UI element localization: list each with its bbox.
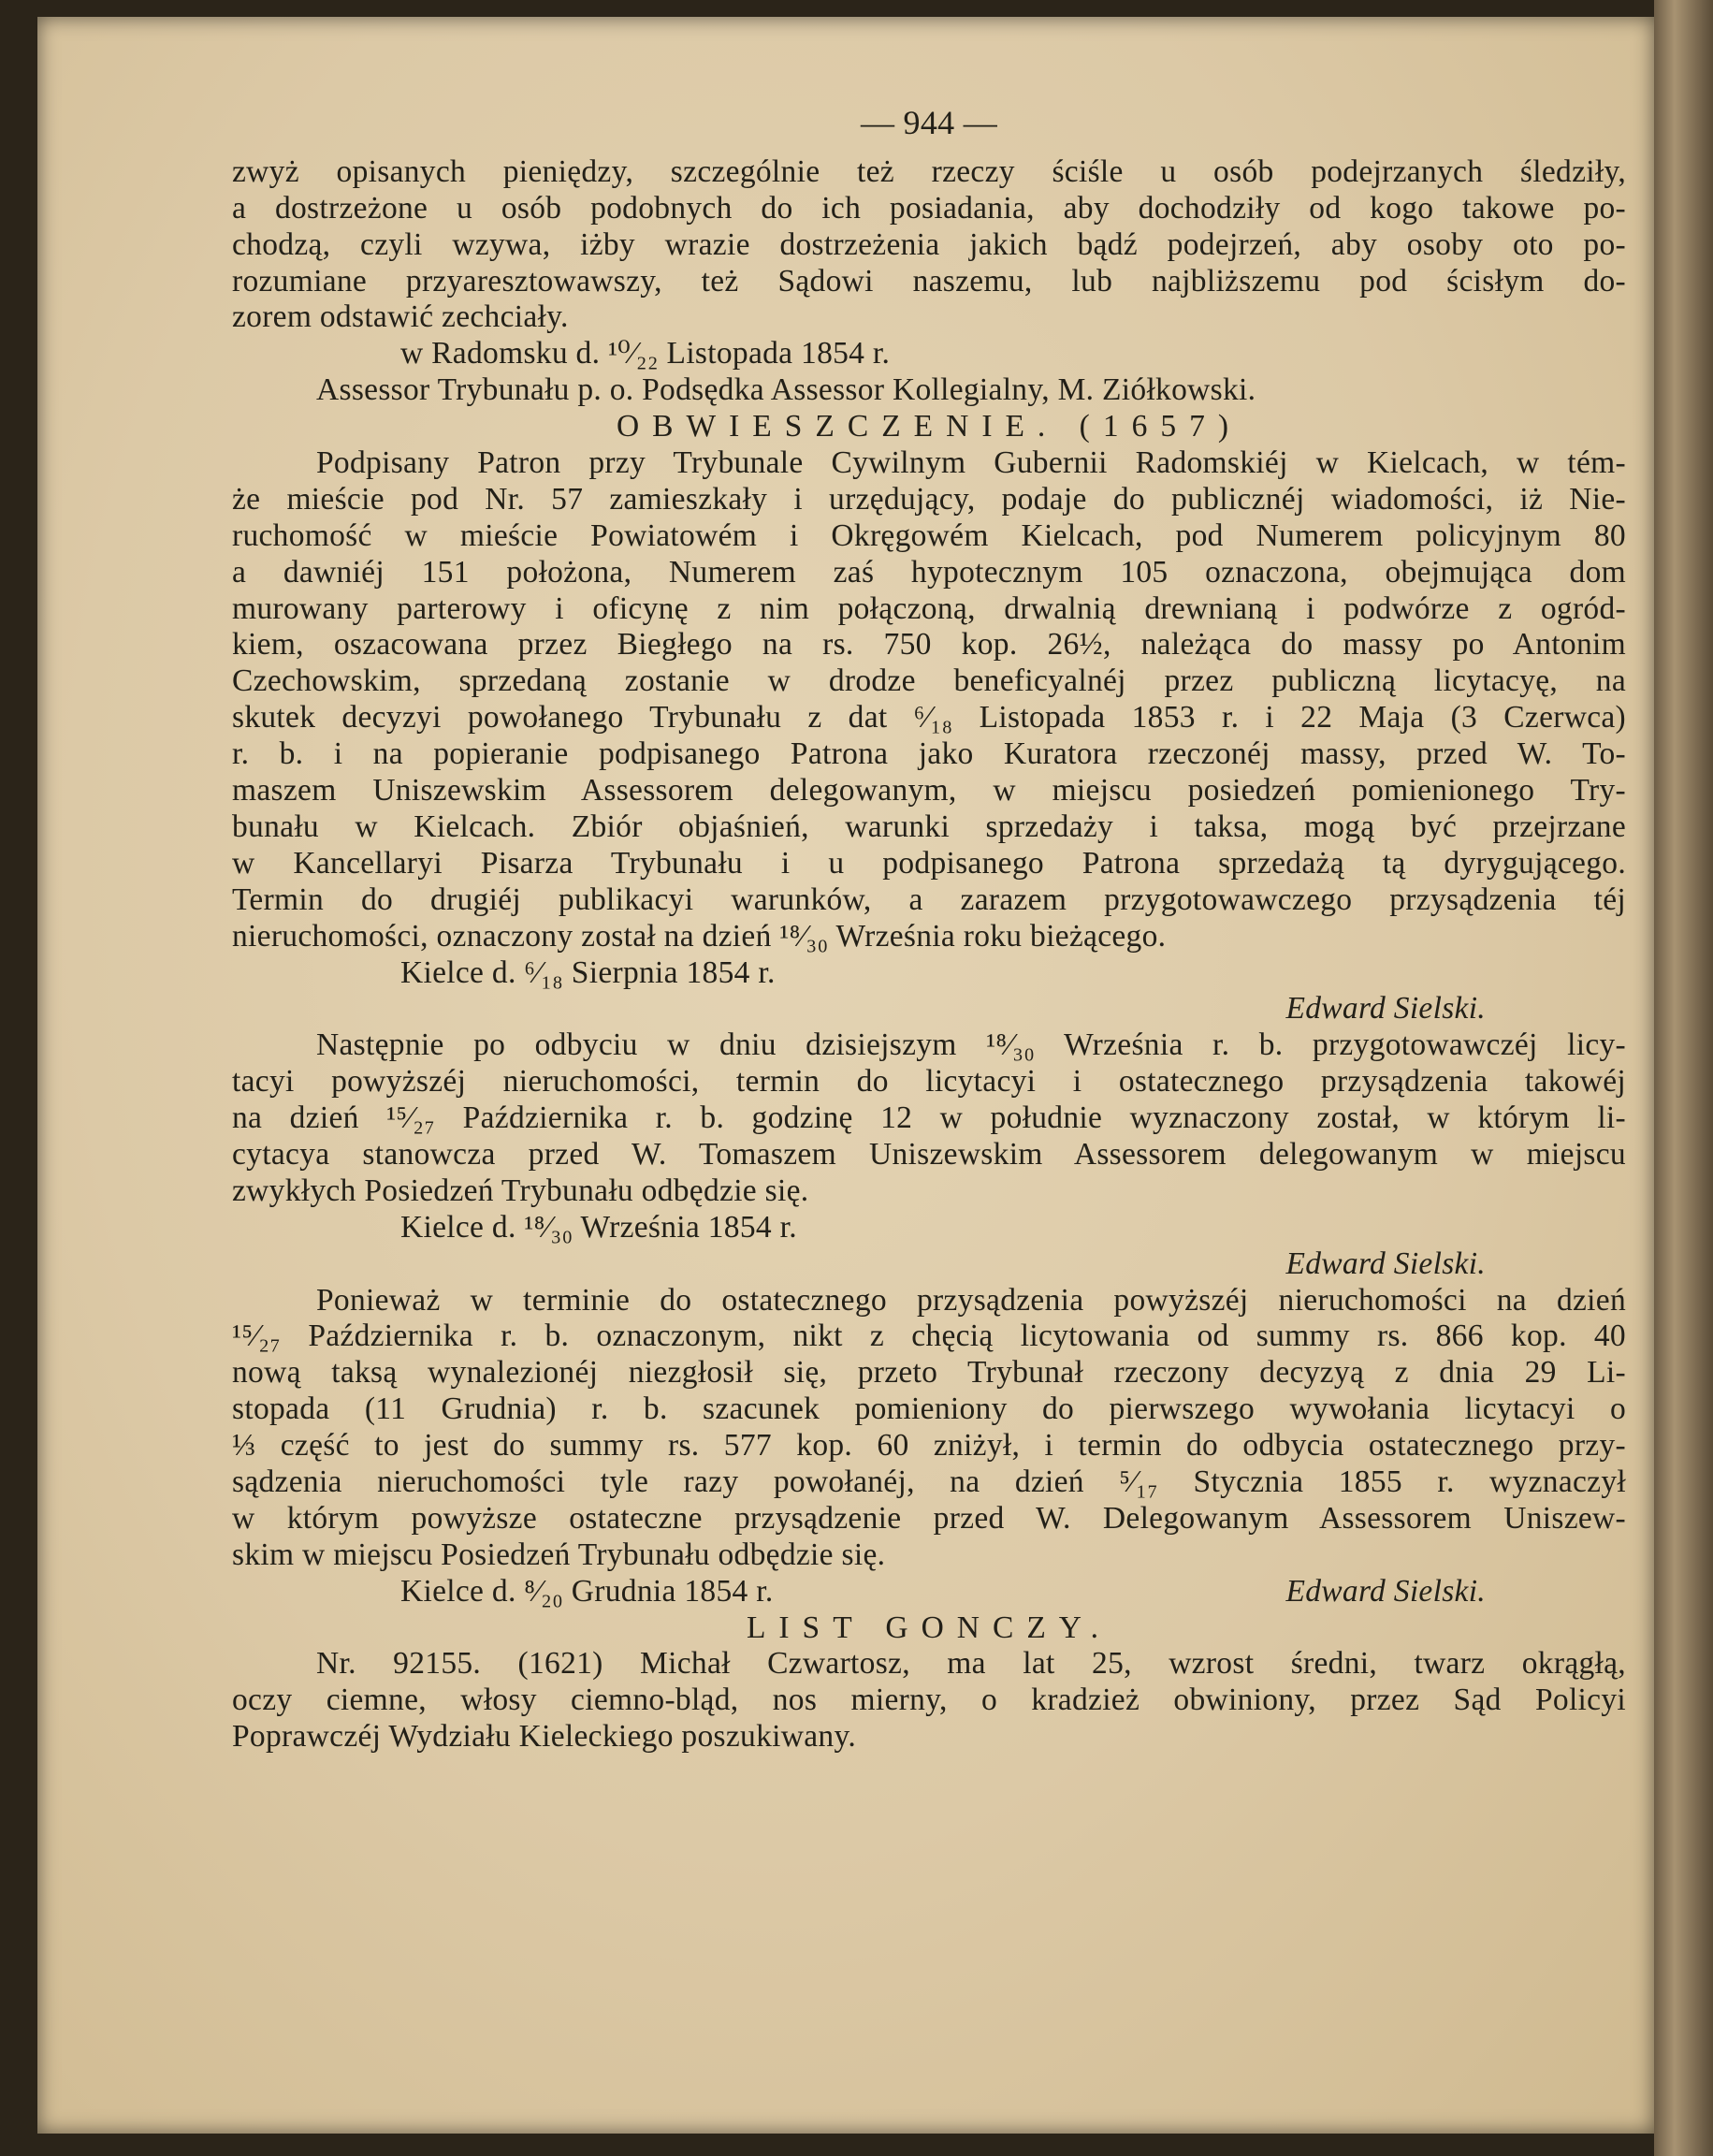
text-line: a dostrzeżone u osób podobnych do ich posiadania, aby dochodziły od kogo takowe po- [232,190,1626,226]
page-text [232,105,1626,1755]
text-line: nieruchomości, oznaczony został na dzień ¹⁸⁄₃₀ Września roku bieżącego. [232,918,1167,954]
text-line: rozumiane przyaresztowawszy, też Sądowi naszemu, lub najbliższemu pod ścisłym do- [232,263,1626,299]
text-line: Kielce d. ⁶⁄₁₈ Sierpnia 1854 r. [400,954,776,990]
text-line: Assessor Trybunału p. o. Podsędka Assessor Kollegialny, M. Ziółkowski. [316,372,1256,408]
text-line: nową taksą wynalezionéj niezgłosił się, przeto Trybunał rzeczony decyzyą z dnia 29 Li- [232,1355,1626,1391]
text-line: w którym powyższe ostateczne przysądzenie przed W. Delegowanym Assessorem Uniszew- [232,1500,1626,1536]
text-line: ruchomość w mieście Powiatowém i Okręgowém Kielcach, pod Numerem policyjnym 80 [232,517,1626,553]
text-line: Podpisany Patron przy Trybunale Cywilnym Gubernii Radomskiéj w Kielcach, w tém- [316,445,1626,481]
text-line: maszem Uniszewskim Assessorem delegowanym, w miejscu posiedzeń pomienionego Try- [232,773,1626,808]
text-line: skim w miejscu Posiedzeń Trybunału odbędzie się. [232,1537,886,1572]
text-line: a dawniéj 151 położona, Numerem zaś hypotecznym 105 oznaczona, obejmująca dom [232,554,1626,590]
text-line: OBWIESZCZENIE. (1657) [616,409,1241,444]
text-line: ¹⁵⁄₂₇ Października r. b. oznaczonym, nikt z chęcią licytowania od summy rs. 866 kop. 40 [232,1318,1626,1354]
text-line: ⅓ część to jest do summy rs. 577 kop. 60 zniżył, i termin do odbycia ostatecznego przy- [232,1428,1626,1464]
text-line: Edward Sielski. [1285,1246,1486,1281]
text-line: murowany parterowy i oficynę z nim połączoną, drwalnią drewnianą i podwórze z ogród- [232,590,1626,626]
book-spine [1654,0,1713,2156]
text-line: cytacya stanowcza przed W. Tomaszem Uniszewskim Assessorem delegowanym w miejscu [232,1136,1626,1172]
signature: Edward Sielski. [1285,1573,1486,1609]
text-line: LIST GONCZY. [746,1610,1112,1645]
text-line [232,1574,1626,1610]
text-line: stopada (11 Grudnia) r. b. szacunek pomieniony do pierwszego wywołania licytacyi o [232,1391,1626,1427]
text-line: Następnie po odbyciu w dniu dzisiejszym ¹⁸⁄₃₀ Września r. b. przygotowawczéj licy- [316,1027,1626,1063]
page-number: — 944 — [860,104,998,141]
text-lines [232,154,1626,1755]
text-line: zwyż opisanych pieniędzy, szczególnie też rzeczy ściśle u osób podejrzanych śledziły, [232,153,1626,189]
text-line: zwykłych Posiedzeń Trybunału odbędzie się. [232,1173,809,1208]
text-line: zorem odstawić zechciały. [232,299,569,335]
text-line: Kielce d. ¹⁸⁄₃₀ Września 1854 r. [400,1209,797,1245]
text-line: oczy ciemne, włosy ciemno-bląd, nos mierny, o kradzież obwiniony, przez Sąd Policyi [232,1683,1626,1718]
text-line: że mieście pod Nr. 57 zamieszkały i urzędujący, podaje do publicznéj wiadomości, iż Nie- [232,481,1626,517]
text-line: Nr. 92155. (1621) Michał Czwartosz, ma lat 25, wzrost średni, twarz okrągłą, [316,1646,1626,1682]
text-line: w Kancellaryi Pisarza Trybunału i u podpisanego Patrona sprzedażą tą dyrygującego. [232,845,1626,881]
text-line: Termin do drugiéj publikacyi warunków, a zarazem przygotowawczego przysądzenia téj [232,881,1626,917]
text-line: na dzień ¹⁵⁄₂₇ Października r. b. godzinę 12 w południe wyznaczony został, w którym li- [232,1100,1626,1136]
text-line: skutek decyzyi powołanego Trybunału z dat ⁶⁄₁₈ Listopada 1853 r. i 22 Maja (3 Czerwca) [232,700,1626,736]
text-line: tacyi powyższéj nieruchomości, termin do licytacyi i ostatecznego przysądzenia takowéj [232,1064,1626,1100]
text-line: kiem, oszacowana przez Biegłego na rs. 750 kop. 26½, należąca do massy po Antonim [232,627,1626,663]
text-line: chodzą, czyli wzywa, iżby wrazie dostrzeżenia jakich bądź podejrzeń, aby osoby oto po- [232,226,1626,262]
text-line: r. b. i na popieranie podpisanego Patrona jako Kuratora rzeczonéj massy, przed W. To- [232,736,1626,772]
text-line: bunału w Kielcach. Zbiór objaśnień, warunki sprzedaży i taksa, mogą być przejrzane [232,808,1626,844]
text-line: Edward Sielski. [1285,991,1486,1027]
text-line: w Radomsku d. ¹⁰⁄₂₂ Listopada 1854 r. [400,336,891,371]
text-line: Ponieważ w terminie do ostatecznego przysądzenia powyższéj nieruchomości na dzień [316,1282,1626,1318]
date-line: Kielce d. ⁸⁄₂₀ Grudnia 1854 r. [400,1573,774,1609]
text-line: Czechowskim, sprzedaną zostanie w drodze beneficyalnéj przez publiczną licytacyę, na [232,663,1626,699]
text-line: sądzenia nieruchomości tyle razy powołanéj, na dzień ⁵⁄₁₇ Stycznia 1855 r. wyznaczył [232,1464,1626,1499]
text-line: Poprawczéj Wydziału Kieleckiego poszukiwany. [232,1719,857,1755]
